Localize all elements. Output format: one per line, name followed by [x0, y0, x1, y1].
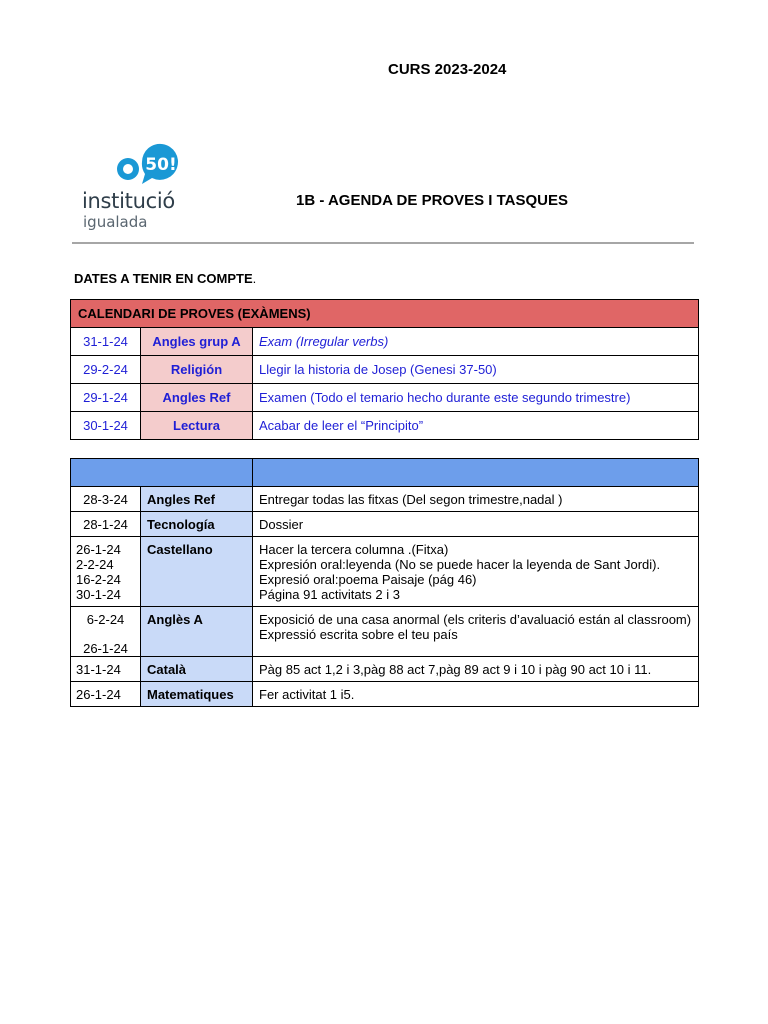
- tasks-header-cell: [71, 459, 253, 487]
- tasks-table: [70, 458, 699, 707]
- exam-subject: Lectura: [141, 412, 253, 440]
- table-row: [71, 328, 699, 356]
- task-description: Fer activitat 1 i5.: [253, 682, 699, 707]
- table-row: [71, 537, 699, 607]
- task-subject: Matematiques: [141, 682, 253, 707]
- task-date: 31-1-24: [71, 657, 141, 682]
- exam-description: Llegir la historia de Josep (Genesi 37-50): [253, 356, 699, 384]
- table-row: [71, 356, 699, 384]
- task-date: 6-2-24 26-1-24: [71, 607, 141, 657]
- exam-subject: Angles Ref: [141, 384, 253, 412]
- table-row: [71, 384, 699, 412]
- table-row: [71, 487, 699, 512]
- document-title: 1B - AGENDA DE PROVES I TASQUES: [296, 192, 568, 209]
- table-row: [71, 607, 699, 657]
- table-row: [71, 682, 699, 707]
- tasks-table-header: [71, 459, 699, 487]
- school-logo: [82, 140, 202, 232]
- exam-date: 31-1-24: [71, 328, 141, 356]
- exam-date: 29-1-24: [71, 384, 141, 412]
- exam-subject: Religión: [141, 356, 253, 384]
- table-row: [71, 512, 699, 537]
- task-description: Dossier: [253, 512, 699, 537]
- header-divider: [72, 242, 694, 244]
- exam-table-header: [71, 300, 699, 328]
- task-date: 26-1-24 2-2-24 16-2-24 30-1-24: [71, 537, 141, 607]
- exam-description: Exam (Irregular verbs): [253, 328, 699, 356]
- logo-city: igualada: [83, 213, 148, 231]
- course-year: CURS 2023-2024: [388, 61, 507, 78]
- task-subject: Anglès A: [141, 607, 253, 657]
- exam-description: Acabar de leer el “Principito”: [253, 412, 699, 440]
- tasks-header-cell: [253, 459, 699, 487]
- exam-calendar-table: [70, 299, 699, 440]
- notice-heading: DATES A TENIR EN COMPTE.: [74, 271, 257, 286]
- table-row: [71, 412, 699, 440]
- task-description: Hacer la tercera columna .(Fitxa) Expresión oral:leyenda (No se puede hacer la leyenda de Sant Jordi). Expresió oral:poema Paisaje (pág 46) Página 91 activitats 2 i 3: [253, 537, 699, 607]
- task-date: 28-3-24: [71, 487, 141, 512]
- exam-description: Examen (Todo el temario hecho durante este segundo trimestre): [253, 384, 699, 412]
- task-subject: Castellano: [141, 537, 253, 607]
- exam-header-cell: CALENDARI DE PROVES (EXÀMENS): [71, 300, 699, 328]
- task-description: Exposició de una casa anormal (els criteris d’avaluació están al classroom) Expressió escrita sobre el teu país: [253, 607, 699, 657]
- task-date: 28-1-24: [71, 512, 141, 537]
- logo-name: institució: [82, 189, 175, 213]
- task-subject: Tecnología: [141, 512, 253, 537]
- exam-date: 29-2-24: [71, 356, 141, 384]
- task-subject: Català: [141, 657, 253, 682]
- exam-subject: Angles grup A: [141, 328, 253, 356]
- task-subject: Angles Ref: [141, 487, 253, 512]
- task-description: Entregar todas las fitxas (Del segon trimestre,nadal ): [253, 487, 699, 512]
- logo-badge: 50!: [145, 155, 177, 175]
- table-row: [71, 657, 699, 682]
- task-date: 26-1-24: [71, 682, 141, 707]
- speech-bubble-icon: [112, 140, 182, 188]
- task-description: Pàg 85 act 1,2 i 3,pàg 88 act 7,pàg 89 act 9 i 10 i pàg 90 act 10 i 11.: [253, 657, 699, 682]
- exam-date: 30-1-24: [71, 412, 141, 440]
